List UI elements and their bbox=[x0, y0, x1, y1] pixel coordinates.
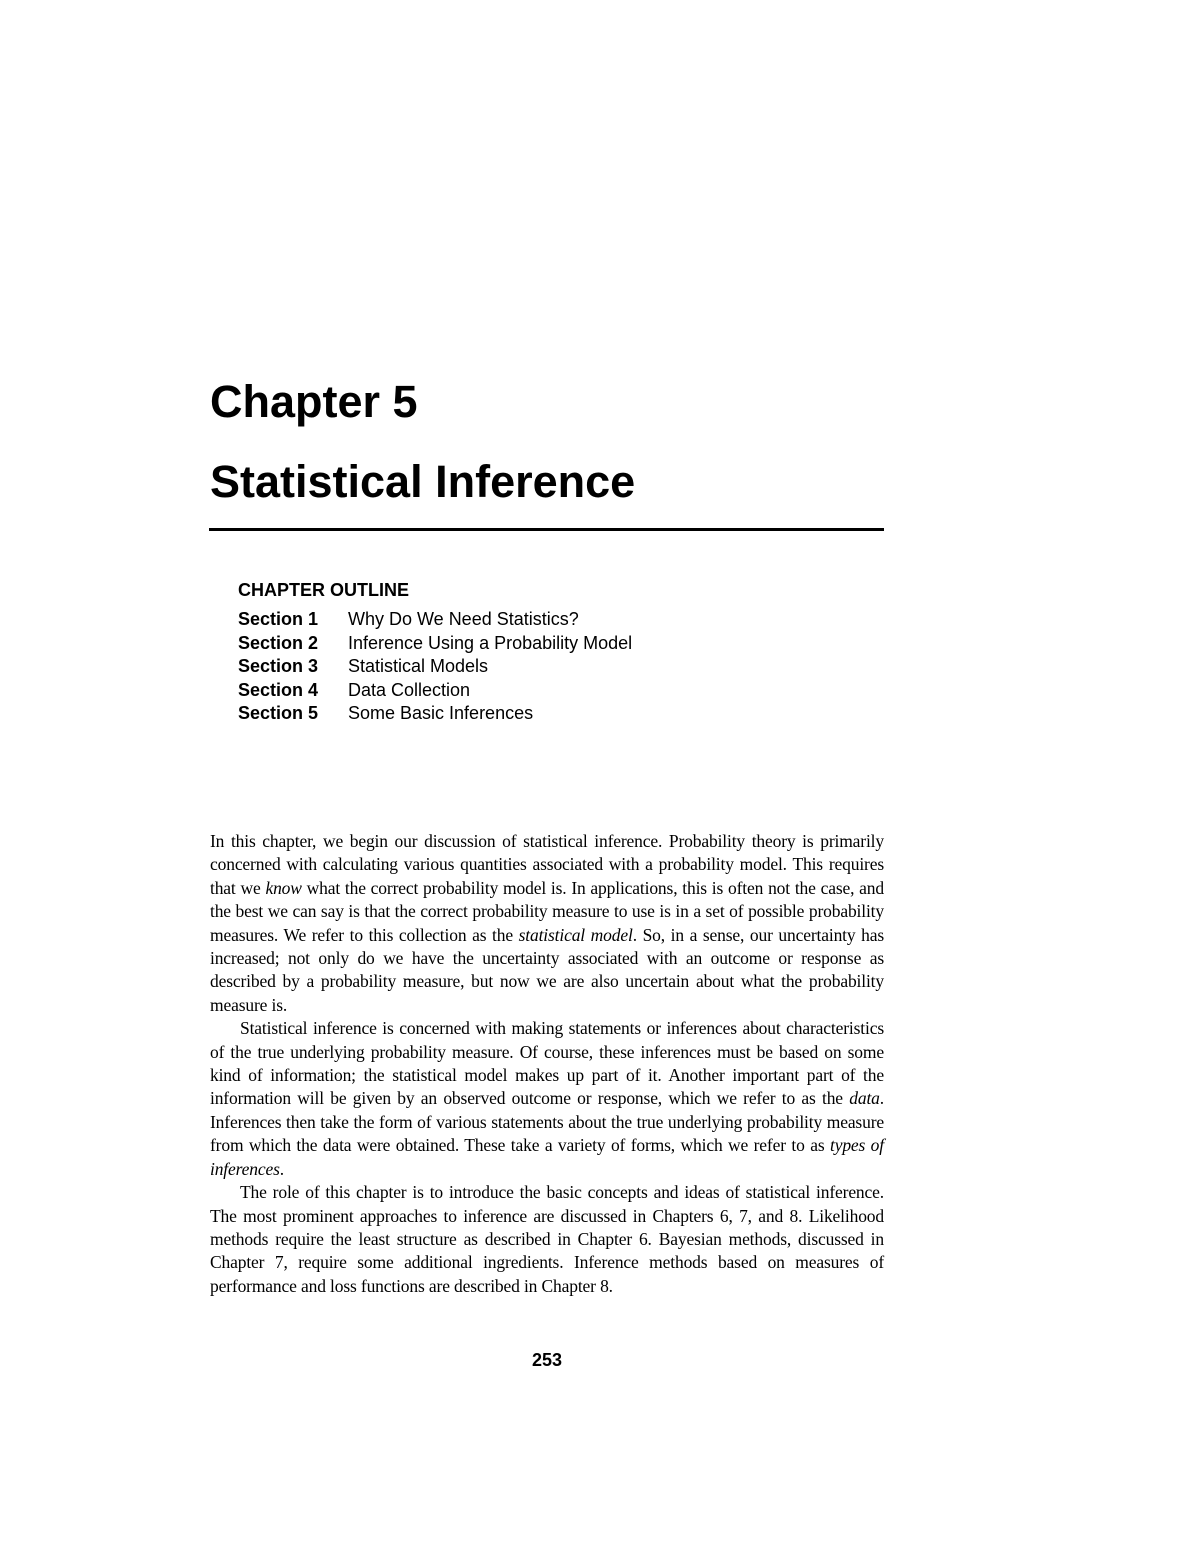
chapter-number: Chapter 5 bbox=[210, 376, 418, 427]
chapter-outline bbox=[238, 578, 632, 726]
paragraph-text: what the correct probability model is. In applications, this is often not the case, and the best we can say is that the correct probability measure to use is in a set of possible probability measures. We refer to this collection as the bbox=[210, 877, 884, 945]
outline-section-label: Section 5 bbox=[238, 703, 319, 723]
chapter-title: Statistical Inference bbox=[210, 456, 636, 507]
chapter-intro-text bbox=[210, 830, 884, 1298]
outline-section-title: Some Basic Inferences bbox=[348, 703, 534, 723]
outline-section-title: Data Collection bbox=[348, 679, 471, 700]
emphasis-statistical-model: statistical model bbox=[518, 924, 633, 945]
outline-section-label: Section 2 bbox=[238, 632, 319, 653]
emphasis-data: data bbox=[849, 1088, 880, 1109]
outline-item bbox=[238, 608, 632, 632]
outline-section-title: Why Do We Need Statistics? bbox=[348, 609, 579, 629]
paragraph-text: . bbox=[279, 1158, 284, 1179]
outline-section-label: Section 4 bbox=[238, 679, 319, 700]
emphasis-types-of-inferences: types of inferences bbox=[210, 1135, 884, 1179]
emphasis-know: know bbox=[265, 877, 302, 898]
outline-heading: CHAPTER OUTLINE bbox=[238, 580, 409, 600]
outline-item bbox=[238, 655, 632, 679]
outline-item bbox=[238, 702, 632, 726]
outline-item bbox=[238, 679, 632, 703]
body-paragraph-3: The role of this chapter is to introduce the basic concepts and ideas of statistical inference. The most prominent approaches to inference are discussed in Chapters 6, 7, and 8. Likelihood methods require the least structure as described in Chapter 6. Bayesian methods, discussed in Chapter 7, require some additional ingredients. Inference methods based on measures of performance and loss functions are described in Chapter 8. bbox=[210, 1182, 884, 1296]
outline-section-title: Statistical Models bbox=[348, 656, 489, 676]
outline-section-label: Section 1 bbox=[238, 609, 319, 629]
paragraph-text: Statistical inference is concerned with making statements or inferences about characteristics of the true underlying probability measure. Of course, these inferences must be based on some kind of information; the statistical model makes up part of it. Another important part of the information will be given by an observed outcome or response, which we refer to as the bbox=[210, 1018, 884, 1109]
outline-section-title: Inference Using a Probability Model bbox=[348, 632, 633, 653]
body-paragraph-1 bbox=[210, 830, 884, 1017]
body-paragraph-2 bbox=[210, 1017, 884, 1181]
paragraph-text: In this chapter, we begin our discussion of statistical inference. Probability theory is primarily concerned with calculating various quantities associated with a probability model. This requires that we bbox=[210, 831, 884, 898]
paragraph-text: . Inferences then take the form of various statements about the true underlying probability measure from which the data were obtained. These take a variety of forms, which we refer to as bbox=[210, 1088, 884, 1156]
outline-item bbox=[238, 632, 632, 656]
paragraph-text: . So, in a sense, our uncertainty has increased; not only do we have the uncertainty associated with an outcome or response as described by a probability measure, but now we are also uncertain about what the probability measure is. bbox=[210, 924, 885, 1015]
outline-section-label: Section 3 bbox=[238, 656, 319, 676]
page-number: 253 bbox=[531, 1350, 563, 1370]
title-divider bbox=[209, 528, 884, 531]
